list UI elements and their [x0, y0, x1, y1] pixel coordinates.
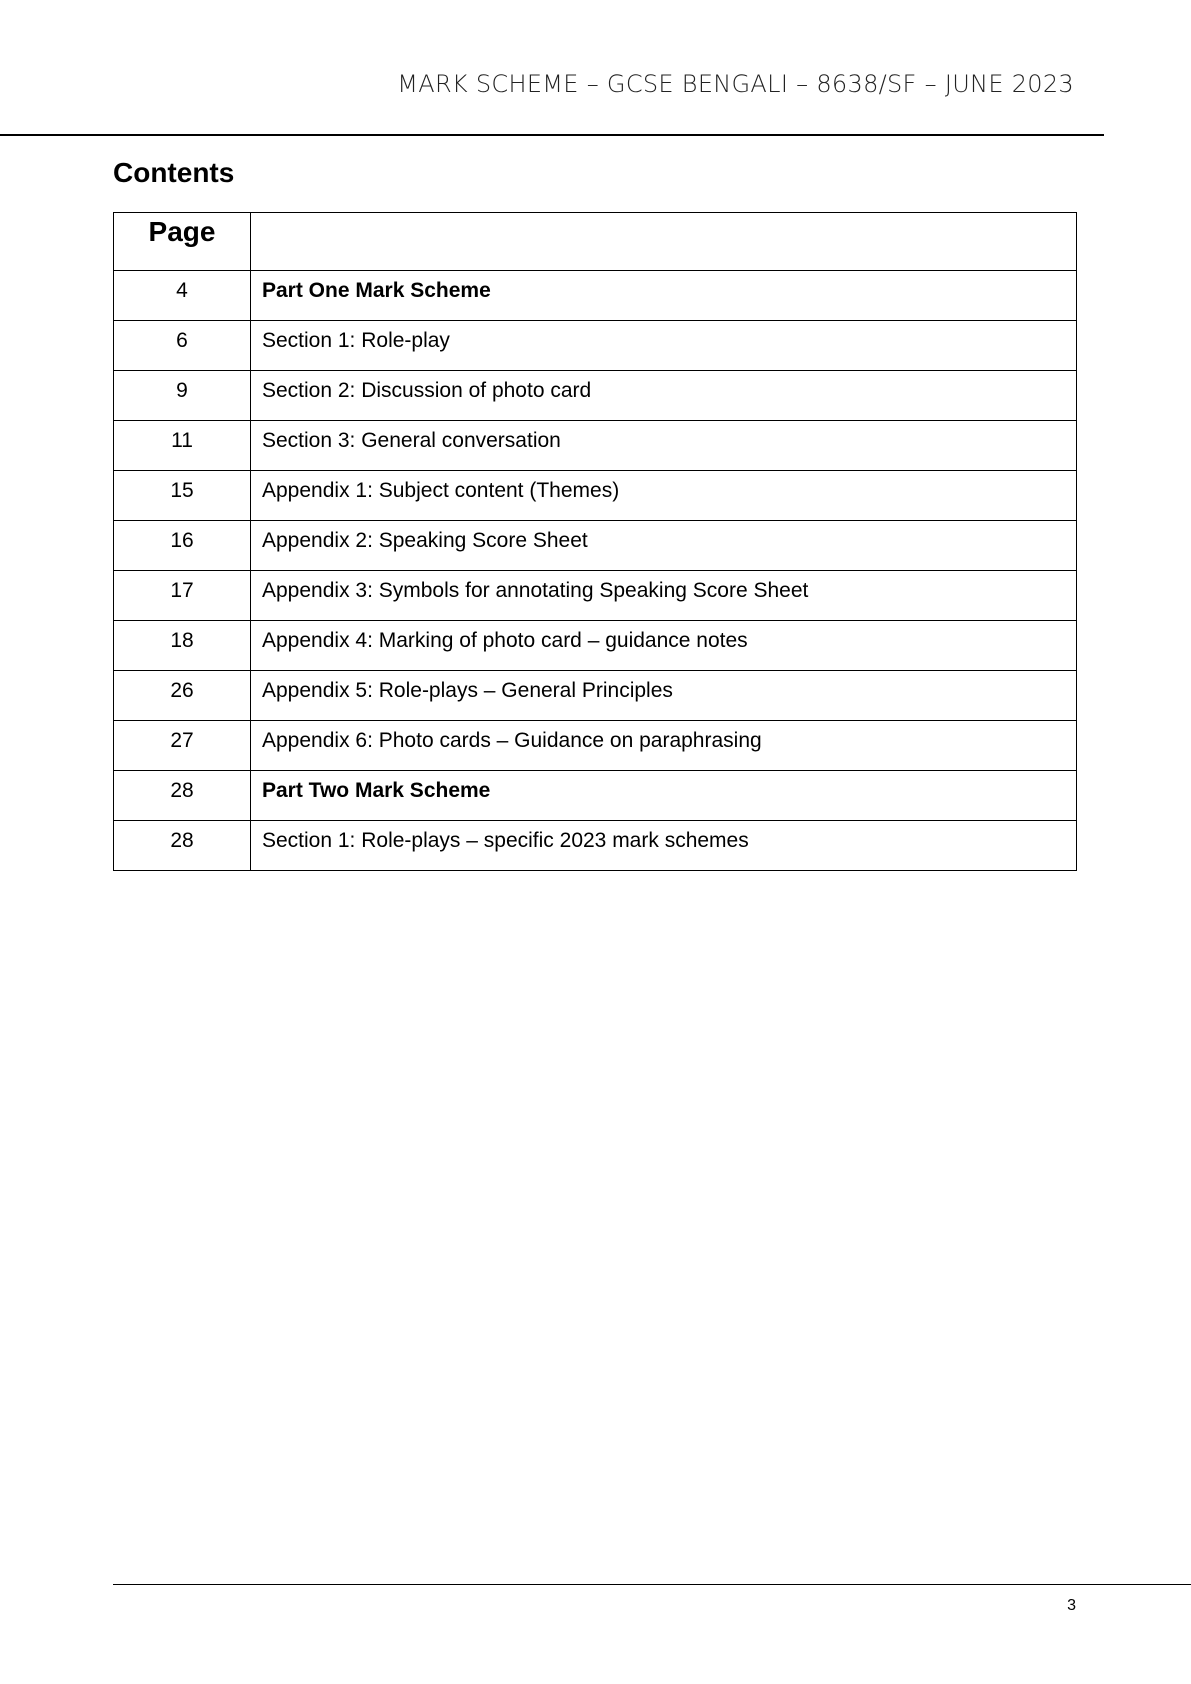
page-cell [114, 271, 251, 321]
entry-title: Section 1: Role-plays – specific 2023 mark schemes [262, 829, 749, 852]
page-cell [114, 621, 251, 671]
page-cell [114, 571, 251, 621]
title-cell [251, 421, 1077, 471]
entry-page-number: 18 [170, 629, 194, 652]
contents-row [114, 621, 1077, 671]
footer-divider [113, 1584, 1191, 1585]
page-cell [114, 821, 251, 871]
title-cell [251, 771, 1077, 821]
page-cell [114, 421, 251, 471]
page-cell [114, 671, 251, 721]
entry-page-number: 28 [170, 829, 194, 852]
entry-title: Part One Mark Scheme [262, 279, 491, 302]
entry-title: Appendix 6: Photo cards – Guidance on paraphrasing [262, 729, 762, 752]
contents-row [114, 321, 1077, 371]
entry-page-number: 4 [176, 279, 188, 302]
entry-title: Appendix 2: Speaking Score Sheet [262, 529, 588, 552]
contents-table-header-row [114, 213, 1077, 271]
entry-title: Appendix 3: Symbols for annotating Speaking Score Sheet [262, 579, 809, 602]
entry-title: Appendix 1: Subject content (Themes) [262, 479, 620, 502]
header-divider [0, 134, 1104, 136]
title-cell [251, 321, 1077, 371]
title-cell [251, 271, 1077, 321]
contents-row [114, 371, 1077, 421]
contents-row [114, 771, 1077, 821]
page-cell [114, 771, 251, 821]
title-cell [251, 521, 1077, 571]
entry-page-number: 16 [170, 529, 194, 552]
title-cell [251, 671, 1077, 721]
contents-row [114, 471, 1077, 521]
entry-page-number: 28 [170, 779, 194, 802]
entry-title: Section 2: Discussion of photo card [262, 379, 592, 402]
page-column-label: Page [148, 216, 216, 247]
contents-row [114, 271, 1077, 321]
title-column-header [251, 213, 1077, 271]
entry-page-number: 27 [170, 729, 194, 752]
title-cell [251, 621, 1077, 671]
entry-page-number: 26 [170, 679, 194, 702]
title-cell [251, 721, 1077, 771]
document-header-title: MARK SCHEME – GCSE BENGALI – 8638/SF – JUNE 2023 [397, 70, 1074, 98]
title-cell [251, 821, 1077, 871]
contents-row [114, 421, 1077, 471]
page-cell [114, 471, 251, 521]
contents-row [114, 821, 1077, 871]
contents-row [114, 571, 1077, 621]
entry-page-number: 11 [171, 429, 193, 452]
contents-table [113, 212, 1077, 871]
entry-page-number: 6 [176, 329, 188, 352]
page-cell [114, 521, 251, 571]
page-column-header [114, 213, 251, 271]
page-cell [114, 721, 251, 771]
entry-title: Section 1: Role-play [262, 329, 450, 352]
contents-row [114, 521, 1077, 571]
entry-title: Section 3: General conversation [262, 429, 561, 452]
entry-page-number: 17 [170, 579, 194, 602]
entry-title: Appendix 5: Role-plays – General Principles [262, 679, 673, 702]
entry-page-number: 15 [170, 479, 194, 502]
entry-page-number: 9 [176, 379, 188, 402]
contents-row [114, 721, 1077, 771]
entry-title: Appendix 4: Marking of photo card – guidance notes [262, 629, 748, 652]
entry-title: Part Two Mark Scheme [262, 779, 491, 802]
title-cell [251, 371, 1077, 421]
contents-row [114, 671, 1077, 721]
page-cell [114, 321, 251, 371]
page-cell [114, 371, 251, 421]
title-cell [251, 571, 1077, 621]
title-cell [251, 471, 1077, 521]
page-number: 3 [1067, 1597, 1076, 1614]
contents-heading: Contents [113, 157, 235, 188]
